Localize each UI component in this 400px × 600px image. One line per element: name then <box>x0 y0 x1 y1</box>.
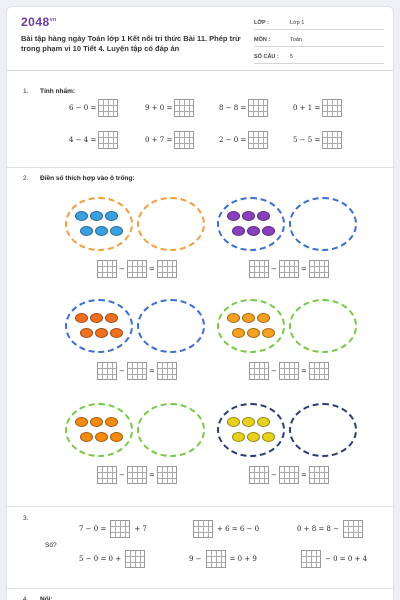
animal-figure <box>227 313 240 323</box>
empty-oval <box>137 197 205 251</box>
equals-sign: = <box>300 367 307 375</box>
animal-figure <box>75 313 88 323</box>
animal-figure <box>242 417 255 427</box>
equation-row <box>97 260 177 278</box>
section-divider <box>7 588 393 589</box>
answer-box[interactable] <box>343 520 363 538</box>
mental-item-3: 8 − 8 = <box>219 99 268 117</box>
answer-box[interactable] <box>322 131 342 149</box>
mental-item-4: 0 + 1 = <box>293 99 342 117</box>
answer-box[interactable] <box>98 131 118 149</box>
answer-box[interactable] <box>279 260 299 278</box>
animal-figure <box>232 328 245 338</box>
animal-figure <box>242 211 255 221</box>
worksheet-meta <box>254 16 384 67</box>
section-divider <box>7 506 393 507</box>
worksheet-page <box>6 6 394 600</box>
answer-box[interactable] <box>309 466 329 484</box>
answer-box[interactable] <box>309 362 329 380</box>
fill-item-4: 5 − 0 = 0 + <box>77 550 151 568</box>
answer-box[interactable] <box>97 260 117 278</box>
mental-item-7: 2 − 0 = <box>219 131 268 149</box>
answer-box[interactable] <box>174 99 194 117</box>
animal-figure <box>247 328 260 338</box>
animal-figure <box>105 211 118 221</box>
answer-box[interactable] <box>157 466 177 484</box>
animal-figure <box>262 328 275 338</box>
animal-figure <box>227 211 240 221</box>
animal-figure <box>257 211 270 221</box>
animal-figure <box>75 211 88 221</box>
animal-figure <box>90 417 103 427</box>
section1-number: 1. <box>23 88 29 95</box>
answer-box[interactable] <box>193 520 213 538</box>
animal-figure <box>80 432 93 442</box>
header-divider <box>7 70 393 71</box>
fish-purple-icon <box>227 207 277 243</box>
section2-number: 2. <box>23 175 29 182</box>
equals-sign: = <box>148 265 155 273</box>
orange-fish-icon <box>227 309 277 345</box>
answer-box[interactable] <box>110 520 130 538</box>
fill-item-2: + 6 = 6 − 0 <box>187 520 261 538</box>
answer-box[interactable] <box>279 466 299 484</box>
minus-sign: − <box>271 367 277 375</box>
answer-box[interactable] <box>97 362 117 380</box>
animal-figure <box>242 313 255 323</box>
equals-sign: = <box>148 471 155 479</box>
meta-question-count: SỐ CÂU : 5 <box>254 50 384 64</box>
equation-row <box>97 466 177 484</box>
mental-item-1: 6 − 0 = <box>69 99 118 117</box>
answer-box[interactable] <box>127 466 147 484</box>
section4-number: 4. <box>23 596 29 600</box>
animal-figure <box>110 328 123 338</box>
animal-figure <box>257 417 270 427</box>
answer-box[interactable] <box>174 131 194 149</box>
equals-sign: = <box>148 367 155 375</box>
animal-figure <box>247 432 260 442</box>
mental-item-2: 9 + 0 = <box>145 99 194 117</box>
equation-row <box>249 260 329 278</box>
empty-oval <box>137 299 205 353</box>
empty-oval <box>137 403 205 457</box>
section-divider <box>7 167 393 168</box>
answer-box[interactable] <box>125 550 145 568</box>
clownfish-icon <box>75 309 125 345</box>
fill-item-5: 9 − = 0 + 9 <box>187 550 259 568</box>
equation-row <box>97 362 177 380</box>
answer-box[interactable] <box>248 99 268 117</box>
answer-box[interactable] <box>206 550 226 568</box>
fill-item-3: 0 + 8 = 8 − <box>295 520 369 538</box>
animal-figure <box>105 313 118 323</box>
answer-box[interactable] <box>127 362 147 380</box>
animal-figure <box>90 211 103 221</box>
animal-figure <box>80 328 93 338</box>
answer-box[interactable] <box>249 260 269 278</box>
animal-figure <box>262 226 275 236</box>
animal-figure <box>80 226 93 236</box>
mental-item-8: 5 − 5 = <box>293 131 342 149</box>
answer-box[interactable] <box>97 466 117 484</box>
fill-item-1: 7 − 0 = + 7 <box>77 520 149 538</box>
minus-sign: − <box>119 471 125 479</box>
answer-box[interactable] <box>309 260 329 278</box>
section2-title: Điền số thích hợp vào ô trống: <box>40 175 135 182</box>
dolphin-icon <box>75 207 125 243</box>
site-logo[interactable]: $2048^{vn}$ <box>21 15 57 29</box>
answer-box[interactable] <box>157 260 177 278</box>
animal-figure <box>262 432 275 442</box>
minus-sign: − <box>271 471 277 479</box>
animal-figure <box>110 226 123 236</box>
answer-box[interactable] <box>279 362 299 380</box>
animal-figure <box>247 226 260 236</box>
answer-box[interactable] <box>157 362 177 380</box>
meta-subject: MÔN : Toán <box>254 33 384 47</box>
section3-number: 3. <box>23 515 29 522</box>
animal-figure <box>95 226 108 236</box>
answer-box[interactable] <box>322 99 342 117</box>
fill-item-6: − 0 = 0 + 4 <box>295 550 369 568</box>
empty-oval <box>289 197 357 251</box>
section1-title: Tính nhẩm: <box>40 88 76 95</box>
section4-title: Nối: <box>40 596 53 600</box>
answer-box[interactable] <box>249 362 269 380</box>
answer-box[interactable] <box>248 131 268 149</box>
minus-sign: − <box>119 367 125 375</box>
goldfish-icon <box>75 413 125 449</box>
answer-box[interactable] <box>249 466 269 484</box>
animal-figure <box>232 226 245 236</box>
equation-row <box>249 362 329 380</box>
animal-figure <box>232 432 245 442</box>
minus-sign: − <box>271 265 277 273</box>
animal-figure <box>110 432 123 442</box>
answer-box[interactable] <box>301 550 321 568</box>
equals-sign: = <box>300 471 307 479</box>
animal-figure <box>257 313 270 323</box>
empty-oval <box>289 403 357 457</box>
yellow-fish-icon <box>227 413 277 449</box>
answer-box[interactable] <box>127 260 147 278</box>
equation-row <box>249 466 329 484</box>
animal-figure <box>105 417 118 427</box>
animal-figure <box>75 417 88 427</box>
empty-oval <box>289 299 357 353</box>
meta-grade: LỚP : Lớp 1 <box>254 16 384 30</box>
equals-sign: = <box>300 265 307 273</box>
section3-label: Số? <box>45 542 57 549</box>
mental-item-5: 4 − 4 = <box>69 131 118 149</box>
minus-sign: − <box>119 265 125 273</box>
animal-figure <box>90 313 103 323</box>
mental-item-6: 0 + 7 = <box>145 131 194 149</box>
animal-figure <box>95 328 108 338</box>
worksheet-header <box>7 7 393 71</box>
animal-figure <box>227 417 240 427</box>
answer-box[interactable] <box>98 99 118 117</box>
animal-figure <box>95 432 108 442</box>
page-title: Bài tập hàng ngày Toán lớp 1 Kết nối tri thức Bài 11. Phép trừ trong phạm vi 10 Tiết 4. Luyện tập có đáp án <box>21 34 241 53</box>
